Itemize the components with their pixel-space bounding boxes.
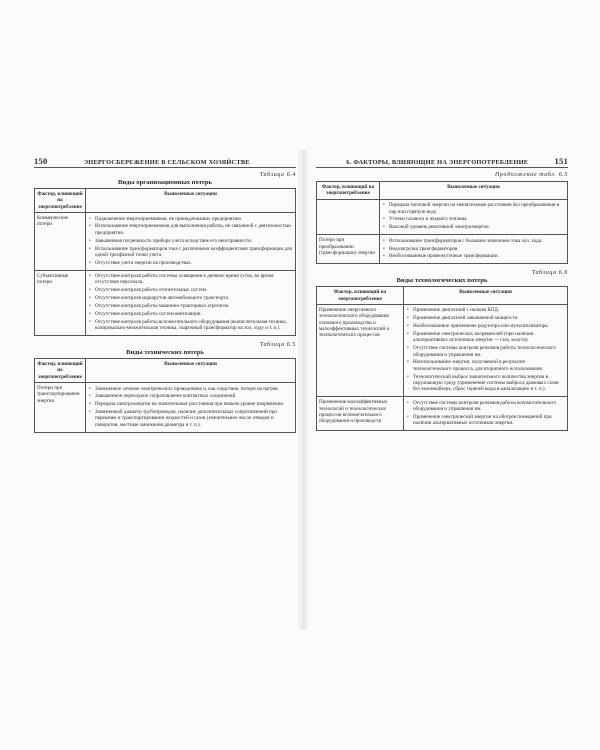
situations-list <box>88 273 293 331</box>
list-item: • Передача тепловой энергии на значительные расстояния без преобразования в пар или горячую воду. <box>382 202 565 215</box>
table-label-6-6: Таблица 6.6 <box>531 270 568 277</box>
list-item: • Использование трансформаторов с большим значением тока хол. хода. <box>382 238 565 244</box>
table-label-6-4: Таблица 6.4 <box>259 172 296 178</box>
list-item: • Отсутствие контроля маршрутов автомобильного транспорта. <box>88 295 293 301</box>
list-item: • Утечки газового и жидкого топлива. <box>382 216 565 222</box>
header-factor: Фактор, влияющий на энергопотребление <box>317 287 404 305</box>
table-title-6-6: Виды технологических потерь <box>396 277 488 285</box>
table-header-row <box>35 189 296 213</box>
table-header-row <box>317 287 568 305</box>
list-item: • Завышенная погрешность прибора учета вследствие его неисправности. <box>88 238 293 244</box>
list-item: • Неиспользование энергии, получаемой в результате технологического процесса, для вторичного использования. <box>406 359 565 372</box>
situations-list <box>406 307 565 392</box>
list-item: • Технологический выброс значительного количества энергии в окружающую среду (применение системы выброса дымовых газов без экономайзера, сброс горячей воды в канализацию и т. п.). <box>406 374 565 393</box>
list-item: • Отсутствие контроля работы машинно-тракторных агрегатов. <box>88 303 293 309</box>
table-row <box>35 383 296 433</box>
list-item: • Недозагрузка трансформаторов. <box>382 246 565 252</box>
list-item: • Заниженное сечение электрических проводников и, как следствие, потери на нагрев. <box>88 386 293 392</box>
situations-cell <box>404 304 568 396</box>
table-row <box>317 304 568 396</box>
running-title-right: 6. ФАКТОРЫ, ВЛИЯЮЩИЕ НА ЭНЕРГОПОТРЕБЛЕНИЕ <box>346 159 529 166</box>
list-item: • Завышенное переходное сопротивление контактных соединений. <box>88 393 293 399</box>
header-situations: Выявленные ситуации <box>86 358 296 382</box>
table-row <box>317 199 568 234</box>
factor-cell: Коммерческие потери <box>35 213 86 271</box>
list-item: • Отсутствие контроля работы вспомогательного оборудования (вычислительная техника, копировально-множительная техника, сварочный трансформатор на хол. ходу и т. п.). <box>88 319 293 332</box>
list-item: • Отсутствие системы контроля режимов работы технологического оборудования и управления им. <box>406 345 565 358</box>
list-item: • Отсутствие учета энергии на производствах. <box>88 260 293 266</box>
situations-cell <box>380 199 568 234</box>
table-header-row <box>35 358 296 382</box>
list-item: • Необоснованные промежуточные трансформации. <box>382 253 565 259</box>
list-item: • Применение электрических нагревателей (при наличии альтернативных источников энергии — газа, мазута). <box>406 331 565 344</box>
table-6-5-continued <box>316 181 568 264</box>
table-label-6-5: Таблица 6.5 <box>259 341 296 348</box>
situations-list <box>88 386 293 429</box>
page-right <box>316 156 568 431</box>
page-number-left: 150 <box>34 156 48 166</box>
factor-cell: Применение энергоемкого технологического оборудования основного производства и малоэффективных технологий и технологических процессов <box>317 304 404 396</box>
header-factor: Фактор, влияющий на энергопотребление <box>317 182 380 200</box>
table-row <box>317 397 568 431</box>
table-title-6-5: Виды технических потерь <box>126 348 204 356</box>
table-label-6-5-continued: Продолжение табл. 6.5 <box>494 172 568 178</box>
list-item: • Высокий уровень реактивной электроэнергии. <box>382 224 565 230</box>
situations-list <box>406 400 565 427</box>
situations-list <box>382 238 565 260</box>
header-situations: Выявленные ситуации <box>404 287 568 305</box>
table-6-4 <box>34 188 296 336</box>
header-situations: Выявленные ситуации <box>380 182 568 200</box>
table-row <box>35 213 296 271</box>
situations-list <box>382 202 565 230</box>
list-item: • Передача электроэнергии на значительные расстояния при низком уровне напряжения. <box>88 401 293 407</box>
table-6-5 <box>34 358 296 433</box>
factor-cell: Субъективные потери <box>35 270 86 335</box>
situations-cell <box>86 383 296 433</box>
factor-cell: Потери при преобразовании (трансформации) энергии <box>317 235 380 264</box>
list-item: • Необоснованное применение редуктора или мультипликатора. <box>406 323 565 329</box>
table-row <box>317 235 568 264</box>
factor-cell: Применение малоэффективных технологий и технологических процессов вспомогательного оборудования и производств <box>317 397 404 431</box>
situations-cell <box>404 397 568 431</box>
situations-list <box>88 216 293 267</box>
list-item: • Использование трансформаторов тока с различными коэффициентами трансформации для одной трехфазной точки учета. <box>88 246 293 259</box>
factor-cell: Потери при транспортировании энергии <box>35 383 86 433</box>
running-head-right <box>316 156 568 168</box>
header-situations: Выявленные ситуации <box>86 189 296 213</box>
table-title-6-4: Виды организационных потерь <box>117 179 213 186</box>
list-item: • Применение двигателей завышенной мощности. <box>406 315 565 321</box>
table-row <box>35 270 296 335</box>
header-factor: Фактор, влияющий на энергопотребление <box>35 358 86 382</box>
list-item: • Отсутствие контроля работы системы освещения в дневное время суток, во время отсутствия персонала. <box>88 273 293 286</box>
table-6-6 <box>316 286 568 431</box>
list-item: • Применение двигателей с низким КПД. <box>406 307 565 313</box>
factor-cell <box>317 199 380 234</box>
list-item: • Использование энергоприемников для выполнения работы, не связанной с деятельностью предприятия. <box>88 223 293 236</box>
list-item: • Подключение энергоприемников, не принадлежащих предприятию. <box>88 216 293 222</box>
list-item: • Применение электрической энергии на обогрев помещений при наличии альтернативных источников энергии. <box>406 414 565 427</box>
header-factor: Фактор, влияющий на энергопотребление <box>35 189 86 213</box>
running-head-left <box>34 156 296 168</box>
book-gutter-shadow <box>297 150 309 630</box>
list-item: • Заниженный диаметр трубопроводов, наличие дополнительных сопротивлений при перекачке и транспортировании жидкостей и газов (значительное число отводов и поворотов, местные занижения диаметра и т. п.). <box>88 409 293 428</box>
situations-cell <box>86 270 296 335</box>
list-item: • Отсутствие контроля работы систем вентиляции. <box>88 311 293 317</box>
list-item: • Отсутствие контроля работы отопительных систем. <box>88 287 293 293</box>
running-title-left: ЭНЕРГОСБЕРЕЖЕНИЕ В СЕЛЬСКОМ ХОЗЯЙСТВЕ <box>83 159 250 166</box>
page-number-right: 151 <box>554 156 568 166</box>
table-header-row <box>317 182 568 200</box>
page-left <box>34 156 296 433</box>
situations-cell <box>86 213 296 271</box>
situations-cell <box>380 235 568 264</box>
list-item: • Отсутствие системы контроля режимов работы вспомогательного оборудования и управления им. <box>406 400 565 413</box>
